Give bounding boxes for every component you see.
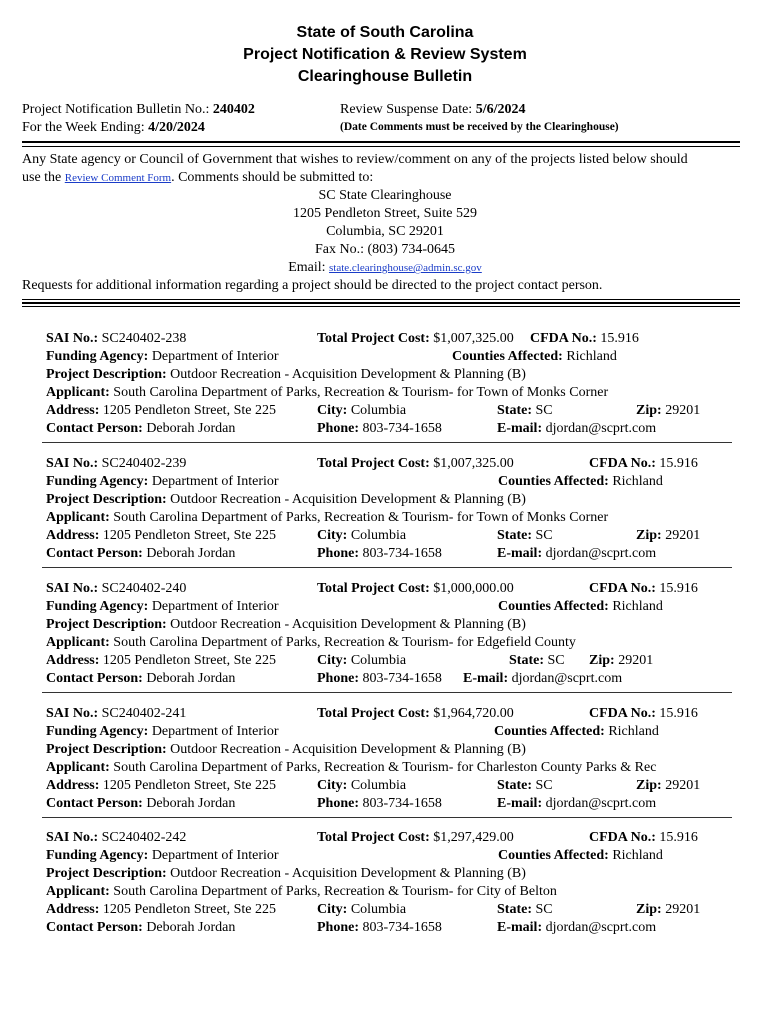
- cfda-number-label: CFDA No.:: [589, 706, 656, 721]
- email-value: djordan@scprt.com: [545, 920, 657, 935]
- funding-agency-value: Department of Interior: [151, 848, 279, 863]
- address-value: 1205 Pendleton Street, Ste 225: [102, 403, 276, 418]
- zip-label: Zip:: [636, 403, 662, 418]
- applicant: [46, 510, 608, 526]
- state: [497, 528, 553, 544]
- project-description-label: Project Description:: [46, 367, 167, 382]
- phone-value: 803-734-1658: [362, 546, 442, 561]
- address-value: 1205 Pendleton Street, Ste 225: [102, 902, 276, 917]
- sai-number: [46, 331, 186, 347]
- sai-number-value: SC240402-241: [101, 706, 187, 721]
- state-value: SC: [535, 403, 553, 418]
- funding-agency: [46, 599, 279, 615]
- state: [497, 778, 553, 794]
- funding-agency-value: Department of Interior: [151, 724, 279, 739]
- state-label: State:: [497, 902, 532, 917]
- project-description: [46, 367, 526, 383]
- email-value: djordan@scprt.com: [511, 671, 623, 686]
- state: [497, 403, 553, 419]
- header-rule-top: [22, 141, 740, 143]
- intro-rule-2: [22, 302, 740, 304]
- phone-value: 803-734-1658: [362, 796, 442, 811]
- cfda-number-label: CFDA No.:: [589, 581, 656, 596]
- funding-agency-value: Department of Interior: [151, 349, 279, 364]
- clearinghouse-fax: Fax No.: (803) 734-0645: [315, 242, 455, 257]
- applicant-value: South Carolina Department of Parks, Recreation & Tourism- for Town of Monks Corner: [113, 510, 609, 525]
- city-value: Columbia: [350, 653, 407, 668]
- cfda-number-value: 15.916: [659, 830, 698, 845]
- email: [497, 546, 656, 562]
- bulletin-number: Project Notification Bulletin No.: 240402: [22, 102, 255, 117]
- zip: [636, 902, 700, 918]
- contact-person-label: Contact Person:: [46, 920, 143, 935]
- address-value: 1205 Pendleton Street, Ste 225: [102, 778, 276, 793]
- email: [497, 920, 656, 936]
- phone: [317, 421, 442, 437]
- counties-affected-label: Counties Affected:: [452, 349, 563, 364]
- project-separator: [42, 817, 732, 818]
- sai-number-value: SC240402-238: [101, 331, 187, 346]
- counties-affected: [452, 349, 617, 365]
- project-entry: [46, 456, 736, 566]
- state-label: State:: [497, 528, 532, 543]
- project-separator: [42, 567, 732, 568]
- email-label: E-mail:: [497, 796, 543, 811]
- counties-affected-label: Counties Affected:: [498, 599, 609, 614]
- zip-label: Zip:: [589, 653, 615, 668]
- contact-person: [46, 796, 235, 812]
- project-description-value: Outdoor Recreation - Acquisition Development & Planning (B): [170, 866, 526, 881]
- address: [46, 403, 276, 419]
- counties-affected-label: Counties Affected:: [498, 474, 609, 489]
- requests-note: Requests for additional information regarding a project should be directed to the project contact person.: [22, 278, 603, 293]
- funding-agency: [46, 848, 279, 864]
- city: [317, 902, 406, 918]
- cfda-number: [589, 706, 698, 722]
- counties-affected: [498, 848, 663, 864]
- project-entry: [46, 706, 736, 816]
- contact-person-label: Contact Person:: [46, 671, 143, 686]
- email-label: E-mail:: [497, 421, 543, 436]
- address-label: Address:: [46, 403, 100, 418]
- zip: [636, 778, 700, 794]
- email-label: E-mail:: [497, 920, 543, 935]
- contact-person-label: Contact Person:: [46, 546, 143, 561]
- cfda-number-label: CFDA No.:: [589, 456, 656, 471]
- cfda-number: [589, 456, 698, 472]
- total-project-cost: [317, 830, 514, 846]
- address-label: Address:: [46, 528, 100, 543]
- city-label: City:: [317, 778, 348, 793]
- total-project-cost-label: Total Project Cost:: [317, 830, 430, 845]
- review-comment-form-link[interactable]: Review Comment Form: [64, 172, 172, 184]
- project-description-label: Project Description:: [46, 742, 167, 757]
- total-project-cost-value: $1,297,429.00: [433, 830, 514, 845]
- contact-person-value: Deborah Jordan: [146, 796, 236, 811]
- address: [46, 778, 276, 794]
- total-project-cost-value: $1,000,000.00: [433, 581, 514, 596]
- zip-value: 29201: [665, 902, 701, 917]
- email: [497, 796, 656, 812]
- counties-affected-value: Richland: [612, 599, 663, 614]
- project-description-label: Project Description:: [46, 492, 167, 507]
- zip-value: 29201: [665, 403, 701, 418]
- applicant-value: South Carolina Department of Parks, Recreation & Tourism- for Edgefield County: [113, 635, 576, 650]
- contact-person-value: Deborah Jordan: [146, 421, 236, 436]
- total-project-cost-label: Total Project Cost:: [317, 456, 430, 471]
- zip-label: Zip:: [636, 528, 662, 543]
- address: [46, 528, 276, 544]
- sai-number-value: SC240402-239: [101, 456, 187, 471]
- applicant-value: South Carolina Department of Parks, Recreation & Tourism- for Town of Monks Corner: [113, 385, 609, 400]
- phone-value: 803-734-1658: [362, 421, 442, 436]
- phone: [317, 920, 442, 936]
- address-value: 1205 Pendleton Street, Ste 225: [102, 653, 276, 668]
- city-label: City:: [317, 403, 348, 418]
- total-project-cost: [317, 706, 514, 722]
- project-description-label: Project Description:: [46, 617, 167, 632]
- address-label: Address:: [46, 902, 100, 917]
- state-title: State of South Carolina: [296, 24, 474, 41]
- total-project-cost: [317, 331, 514, 347]
- cfda-number-value: 15.916: [659, 456, 698, 471]
- counties-affected-label: Counties Affected:: [498, 848, 609, 863]
- total-project-cost-value: $1,964,720.00: [433, 706, 514, 721]
- address-label: Address:: [46, 778, 100, 793]
- phone: [317, 546, 442, 562]
- zip: [636, 403, 700, 419]
- email-label: E-mail:: [497, 546, 543, 561]
- sai-number: [46, 830, 186, 846]
- funding-agency-label: Funding Agency:: [46, 724, 149, 739]
- suspense-note: (Date Comments must be received by the Clearinghouse): [340, 121, 619, 133]
- city: [317, 653, 406, 669]
- sai-number: [46, 706, 186, 722]
- contact-person-value: Deborah Jordan: [146, 671, 236, 686]
- applicant-label: Applicant:: [46, 760, 110, 775]
- system-title: Project Notification & Review System: [243, 46, 527, 63]
- counties-affected-value: Richland: [566, 349, 617, 364]
- header-rule-bottom: [22, 146, 740, 147]
- city-value: Columbia: [350, 528, 407, 543]
- bulletin-title: Clearinghouse Bulletin: [297, 68, 473, 85]
- phone-label: Phone:: [317, 920, 359, 935]
- project-description-value: Outdoor Recreation - Acquisition Development & Planning (B): [170, 492, 526, 507]
- project-description-value: Outdoor Recreation - Acquisition Development & Planning (B): [170, 367, 526, 382]
- sai-number-label: SAI No.:: [46, 581, 99, 596]
- phone-value: 803-734-1658: [362, 671, 442, 686]
- address: [46, 902, 276, 918]
- sai-number: [46, 456, 186, 472]
- week-ending: For the Week Ending: 4/20/2024: [22, 120, 205, 135]
- phone: [317, 796, 442, 812]
- address-value: 1205 Pendleton Street, Ste 225: [102, 528, 276, 543]
- contact-person: [46, 671, 235, 687]
- counties-affected-label: Counties Affected:: [494, 724, 605, 739]
- funding-agency-label: Funding Agency:: [46, 848, 149, 863]
- total-project-cost: [317, 456, 514, 472]
- contact-person-label: Contact Person:: [46, 421, 143, 436]
- city-value: Columbia: [350, 902, 407, 917]
- address: [46, 653, 276, 669]
- applicant: [46, 884, 557, 900]
- phone-label: Phone:: [317, 671, 359, 686]
- city-value: Columbia: [350, 403, 407, 418]
- city: [317, 528, 406, 544]
- sai-number-label: SAI No.:: [46, 331, 99, 346]
- applicant-label: Applicant:: [46, 884, 110, 899]
- project-description: [46, 742, 526, 758]
- state-label: State:: [497, 778, 532, 793]
- project-separator: [42, 442, 732, 443]
- phone-value: 803-734-1658: [362, 920, 442, 935]
- project-description: [46, 492, 526, 508]
- zip-label: Zip:: [636, 778, 662, 793]
- intro-rule-3: [22, 306, 740, 307]
- funding-agency: [46, 474, 279, 490]
- funding-agency-label: Funding Agency:: [46, 599, 149, 614]
- total-project-cost-value: $1,007,325.00: [433, 331, 514, 346]
- counties-affected-value: Richland: [608, 724, 659, 739]
- email: [497, 421, 656, 437]
- suspense-date: Review Suspense Date: 5/6/2024: [340, 102, 526, 117]
- project-entry: [46, 331, 736, 441]
- counties-affected-value: Richland: [612, 848, 663, 863]
- funding-agency-value: Department of Interior: [151, 474, 279, 489]
- project-description-value: Outdoor Recreation - Acquisition Development & Planning (B): [170, 617, 526, 632]
- project-separator: [42, 692, 732, 693]
- cfda-number-value: 15.916: [600, 331, 639, 346]
- phone-label: Phone:: [317, 546, 359, 561]
- phone-label: Phone:: [317, 421, 359, 436]
- project-entry: [46, 581, 736, 691]
- cfda-number: [589, 581, 698, 597]
- contact-person: [46, 920, 235, 936]
- email-label: E-mail:: [463, 671, 509, 686]
- total-project-cost-label: Total Project Cost:: [317, 706, 430, 721]
- zip: [589, 653, 653, 669]
- sai-number-value: SC240402-242: [101, 830, 187, 845]
- project-entry: [46, 830, 736, 940]
- intro-line-1: Any State agency or Council of Government that wishes to review/comment on any of the projects listed below should: [22, 152, 688, 167]
- funding-agency: [46, 724, 279, 740]
- city-label: City:: [317, 528, 348, 543]
- clearinghouse-email-link[interactable]: state.clearinghouse@admin.sc.gov: [329, 262, 482, 274]
- state: [497, 902, 553, 918]
- applicant-label: Applicant:: [46, 635, 110, 650]
- counties-affected-value: Richland: [612, 474, 663, 489]
- cfda-number-label: CFDA No.:: [589, 830, 656, 845]
- city-label: City:: [317, 653, 348, 668]
- total-project-cost-label: Total Project Cost:: [317, 581, 430, 596]
- total-project-cost-value: $1,007,325.00: [433, 456, 514, 471]
- state: [509, 653, 565, 669]
- intro-rule-1: [22, 299, 740, 300]
- phone: [317, 671, 442, 687]
- intro-line-2: use the Review Comment Form. Comments should be submitted to:: [22, 170, 374, 185]
- project-description-value: Outdoor Recreation - Acquisition Development & Planning (B): [170, 742, 526, 757]
- zip-value: 29201: [665, 778, 701, 793]
- counties-affected: [498, 599, 663, 615]
- sai-number-value: SC240402-240: [101, 581, 187, 596]
- contact-person-value: Deborah Jordan: [146, 546, 236, 561]
- contact-person: [46, 546, 235, 562]
- cfda-number-value: 15.916: [659, 581, 698, 596]
- cfda-number: [530, 331, 639, 347]
- zip: [636, 528, 700, 544]
- state-value: SC: [535, 528, 553, 543]
- sai-number-label: SAI No.:: [46, 706, 99, 721]
- zip-value: 29201: [618, 653, 654, 668]
- applicant-value: South Carolina Department of Parks, Recreation & Tourism- for City of Belton: [113, 884, 557, 899]
- funding-agency: [46, 349, 279, 365]
- city: [317, 403, 406, 419]
- city-label: City:: [317, 902, 348, 917]
- cfda-number: [589, 830, 698, 846]
- city-value: Columbia: [350, 778, 407, 793]
- state-label: State:: [497, 403, 532, 418]
- clearinghouse-name: SC State Clearinghouse: [318, 188, 452, 203]
- state-value: SC: [535, 778, 553, 793]
- state-label: State:: [509, 653, 544, 668]
- cfda-number-value: 15.916: [659, 706, 698, 721]
- contact-person-value: Deborah Jordan: [146, 920, 236, 935]
- applicant: [46, 635, 576, 651]
- address-label: Address:: [46, 653, 100, 668]
- project-description-label: Project Description:: [46, 866, 167, 881]
- zip-value: 29201: [665, 528, 701, 543]
- funding-agency-label: Funding Agency:: [46, 349, 149, 364]
- applicant-label: Applicant:: [46, 385, 110, 400]
- email-value: djordan@scprt.com: [545, 421, 657, 436]
- project-description: [46, 866, 526, 882]
- total-project-cost: [317, 581, 514, 597]
- clearinghouse-city: Columbia, SC 29201: [326, 224, 444, 239]
- applicant: [46, 385, 608, 401]
- phone-label: Phone:: [317, 796, 359, 811]
- clearinghouse-email: Email: state.clearinghouse@admin.sc.gov: [288, 260, 482, 275]
- email-value: djordan@scprt.com: [545, 546, 657, 561]
- contact-person: [46, 421, 235, 437]
- state-value: SC: [535, 902, 553, 917]
- applicant-value: South Carolina Department of Parks, Recreation & Tourism- for Charleston County Parks & Rec: [113, 760, 657, 775]
- state-value: SC: [547, 653, 565, 668]
- email: [463, 671, 622, 687]
- contact-person-label: Contact Person:: [46, 796, 143, 811]
- applicant: [46, 760, 656, 776]
- project-description: [46, 617, 526, 633]
- total-project-cost-label: Total Project Cost:: [317, 331, 430, 346]
- cfda-number-label: CFDA No.:: [530, 331, 597, 346]
- sai-number-label: SAI No.:: [46, 830, 99, 845]
- counties-affected: [498, 474, 663, 490]
- funding-agency-label: Funding Agency:: [46, 474, 149, 489]
- applicant-label: Applicant:: [46, 510, 110, 525]
- city: [317, 778, 406, 794]
- sai-number-label: SAI No.:: [46, 456, 99, 471]
- funding-agency-value: Department of Interior: [151, 599, 279, 614]
- sai-number: [46, 581, 186, 597]
- zip-label: Zip:: [636, 902, 662, 917]
- clearinghouse-street: 1205 Pendleton Street, Suite 529: [293, 206, 477, 221]
- counties-affected: [494, 724, 659, 740]
- email-value: djordan@scprt.com: [545, 796, 657, 811]
